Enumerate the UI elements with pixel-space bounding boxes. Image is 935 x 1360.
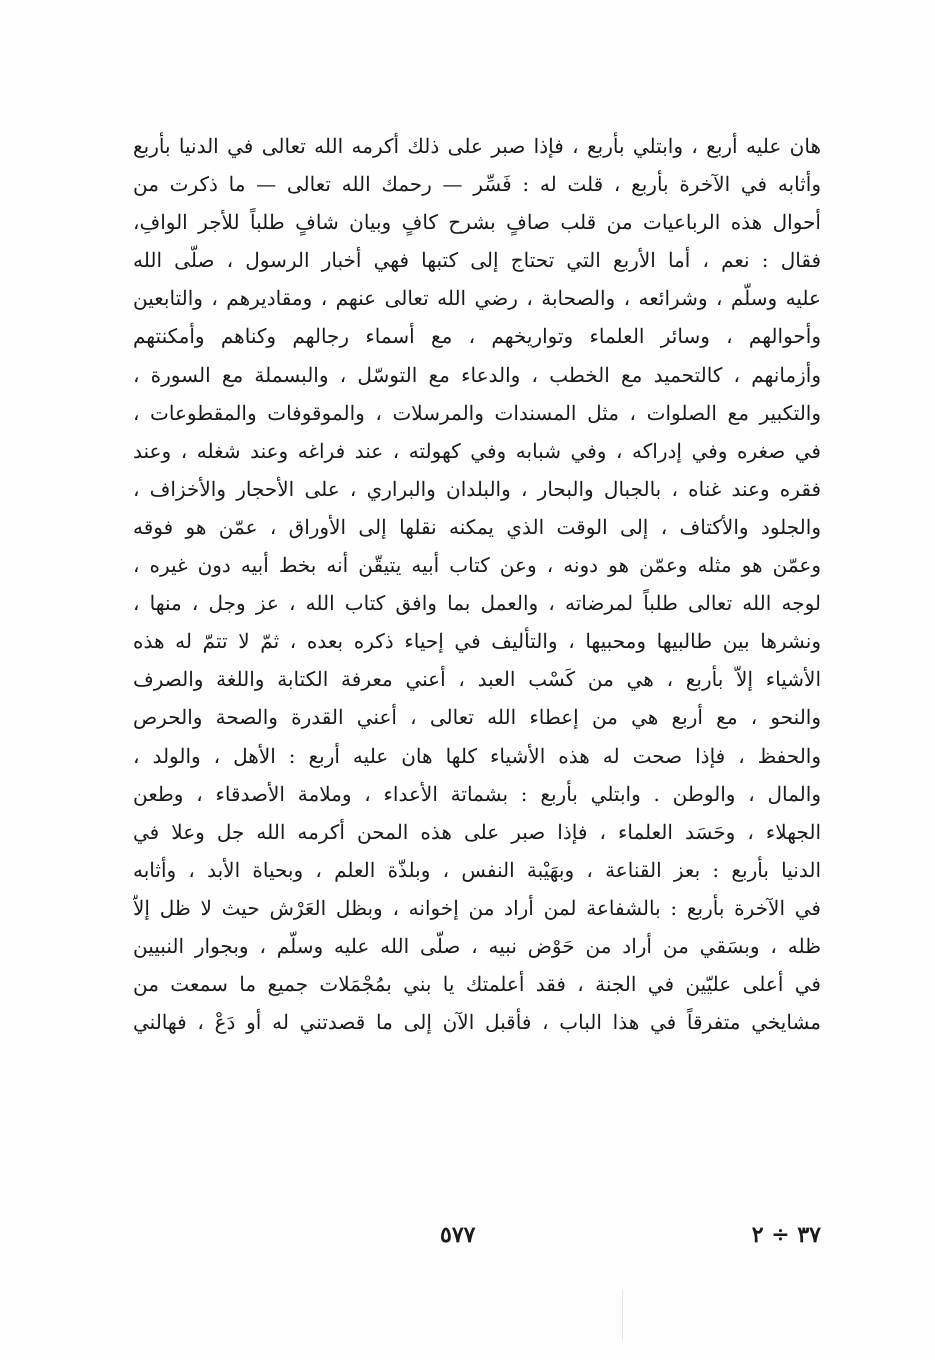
text-line-9: في صغره وفي إدراكه ، وفي شبابه وفي كهولته ، عند فراغه وعند شغله ، وعند [133,438,821,463]
text-line-14: ونشرها بين طالبيها ومحبيها ، والتأليف في إحياء ذكره بعده ، ثمّ لا تتمّ له هذه [133,629,821,654]
text-line-12: وعمّن هو مثله وعمّن هو دونه ، وعن كتاب أبيه يتيقّن أنه بخط أبيه دون غيره ، [133,553,821,578]
text-line-5: عليه وسلّم ، وشرائعه ، والصحابة ، رضي الله تعالى عنهم ، ومقاديرهم ، والتابعين [133,286,821,311]
text-line-3: أحوال هذه الرباعيات من قلب صافٍ بشرح كافٍ وبيان شافٍ طلباً للأجر الوافِ، [133,210,821,235]
text-line-6: وأحوالهم ، وسائر العلماء وتواريخهم ، مع أسماء رجالهم وكناهم وأمكنتهم [133,324,821,349]
body-text [133,127,821,1041]
text-line-22: ظله ، وبسَقي من أراد من حَوْض نبيه ، صلّى الله عليه وسلّم ، وبجوار النبيين [133,933,821,958]
text-line-13: لوجه الله تعالى طلباً لمرضاته ، والعمل بما وافق كتاب الله ، عز وجل ، منها ، [133,591,821,616]
text-line-10: فقره وعند غناه ، بالجبال والبحار ، والبلدان والبراري ، على الأحجار والأخزاف ، [133,476,821,501]
text-line-20: الدنيا بأربع : بعز القناعة ، وبهَيْبة النفس ، وبلذّة العلم ، وبحياة الأبد ، وأثابه [133,857,821,882]
text-line-23: في أعلى عليّين في الجنة ، فقد أعلمتك يا بني بمُجْمَلات جميع ما سمعت من [133,972,821,997]
text-line-21: في الآخرة بأربع : بالشفاعة لمن أراد من إخوانه ، وبظل العَرْش حيث لا ظل إلاّ [133,895,821,920]
text-line-16: والنحو ، مع أربع هي من إعطاء الله تعالى ، أعني القدرة والصحة والحرص [133,705,821,730]
text-line-24: مشايخي متفرقاً في هذا الباب ، فأقبل الآن إلى ما قصدتني له أو دَعْ ، فهالني [133,1010,821,1035]
text-line-4: فقال : نعم ، أما الأربع التي تحتاج إلى كتبها فهي أخبار الرسول ، صلّى الله [133,248,821,273]
text-line-15: الأشياء إلاّ بأربع ، هي من كَسْب العبد ، أعني معرفة الكتابة واللغة والصرف [133,667,821,692]
page-number: ٥٧٧ [440,1222,476,1248]
text-line-1: هان عليه أربع ، وابتلي بأربع ، فإذا صبر على ذلك أكرمه الله تعالى في الدنيا بأربع [133,134,821,158]
text-line-2: وأثابه في الآخرة بأربع ، قلت له : فَسِّر — رحمك الله تعالى — ما ذكرت من [133,172,821,197]
text-line-18: والمال ، والوطن . وابتلي بأربع : بشماتة الأعداء ، وملامة الأصدقاء ، وطعن [133,781,821,806]
text-line-17: والحفظ ، فإذا صحت له هذه الأشياء كلها هان عليه أربع : الأهل ، والولد ، [133,743,821,768]
text-line-8: والتكبير مع الصلوات ، مثل المسندات والمرسلات ، والموقوفات والمقطوعات ، [133,400,821,425]
scan-edge-line [622,1290,623,1340]
text-line-7: وأزمانهم ، كالتحميد مع الخطب ، والدعاء مع التوسّل ، والبسملة مع السورة ، [133,362,821,387]
volume-signature: ٣٧ ÷ ٢ [751,1222,821,1248]
text-line-19: الجهلاء ، وحَسَد العلماء ، فإذا صبر على هذه المحن أكرمه الله جل وعلا في [133,819,821,844]
text-line-11: والجلود والأكتاف ، إلى الوقت الذي يمكنه نقلها إلى الأوراق ، عمّن هو فوقه [133,514,821,539]
